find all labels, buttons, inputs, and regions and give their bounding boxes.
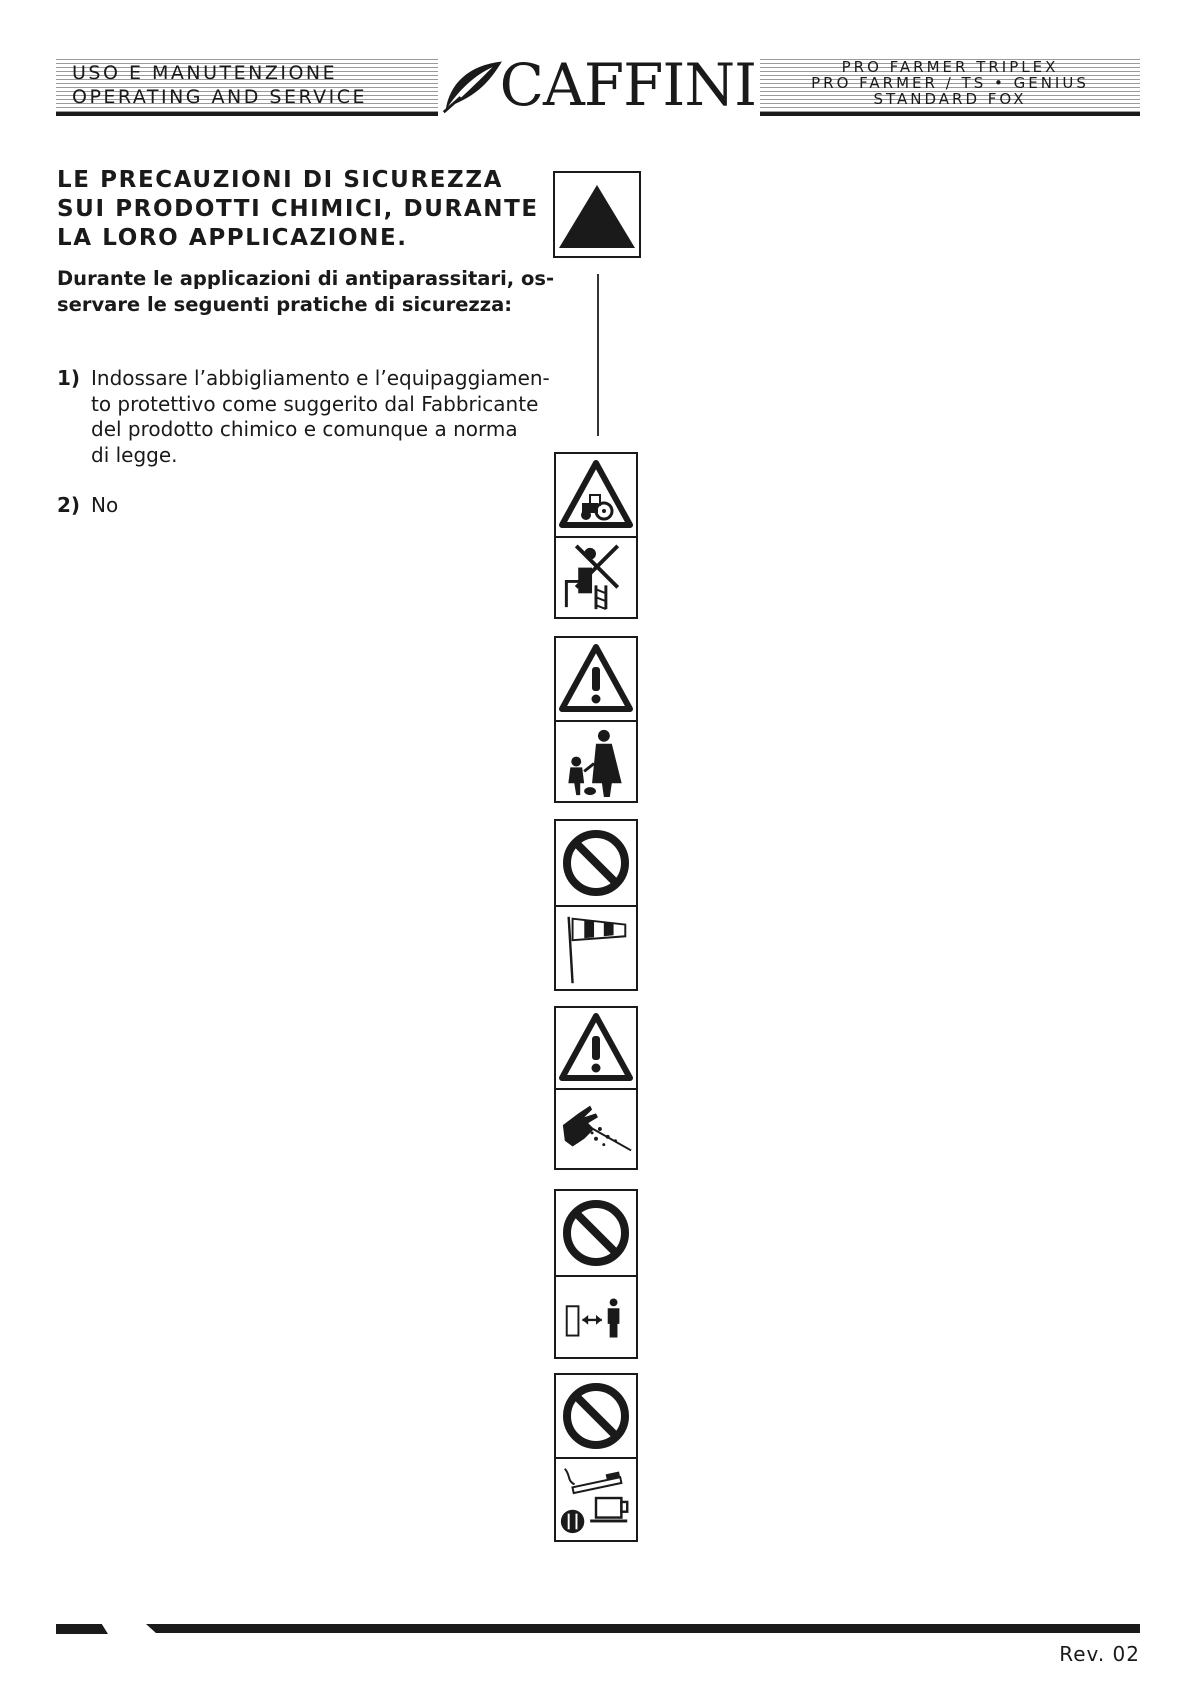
revision-label: Rev. 02 [1059,1642,1140,1666]
warning-exclamation-icon [556,638,636,720]
item-text-line: del prodotto chimico e comunque a norma [91,417,518,441]
model-line-1: PRO FARMER TRIPLEX [841,58,1059,76]
warning-exclamation-icon [556,1008,636,1088]
windsock-icon [556,905,636,989]
safety-sign [554,819,638,991]
intro-line: Durante le applicazioni di antiparassitari, os- [57,267,555,290]
intro-line: servare le seguenti pratiche di sicurezza: [57,293,513,316]
keep-children-away-icon [556,720,636,801]
prohibition-icon [556,821,636,905]
header-right-block [760,56,1140,116]
safety-sign [554,1373,638,1542]
safety-sign [554,452,638,619]
high-pressure-spray-hand-icon [556,1088,636,1168]
list-item [57,366,577,468]
intro-paragraph [57,266,577,318]
model-line-2: PRO FARMER / TS • GENIUS [811,74,1089,92]
item-text-line: No [91,493,119,517]
brand-logo [440,51,756,119]
header-left-block [56,56,438,116]
item-text-line: di legge. [91,442,178,467]
item-text-line: to protettivo come suggerito dal Fabbricante [91,391,539,416]
leaf-logo-icon [440,54,506,116]
prohibition-icon [556,1191,636,1275]
warning-symbol-box [553,171,641,258]
model-line-3: STANDARD FOX [873,90,1027,108]
footer-rule [146,1624,1140,1633]
safety-sign [554,1189,638,1359]
section-title-line: LA LORO APPLICAZIONE. [57,225,408,251]
warning-tractor-icon [556,454,636,536]
list-item [57,493,577,519]
header-title-en: OPERATING AND SERVICE [72,86,368,108]
section-title-line: SUI PRODOTTI CHIMICI, DURANTE [57,196,539,222]
footer-rule-left [56,1624,108,1634]
header-title-it: USO E MANUTENZIONE [72,62,338,84]
warning-triangle-icon [555,173,639,256]
section-title-line: LE PRECAUZIONI DI SICUREZZA [57,167,504,193]
item-number: 1) [57,366,81,390]
margin-rule [597,274,599,436]
prohibition-icon [556,1375,636,1457]
item-text-line: Indossare l’abbigliamento e l’equipaggiamen- [91,366,550,390]
no-riding-icon [556,536,636,617]
item-number: 2) [57,493,81,517]
brand-name: CAFFINI [499,51,756,119]
keep-distance-icon [556,1275,636,1357]
no-smoking-eating-drinking-icon [556,1457,636,1540]
safety-sign [554,636,638,803]
section-title [57,166,557,253]
safety-sign [554,1006,638,1170]
